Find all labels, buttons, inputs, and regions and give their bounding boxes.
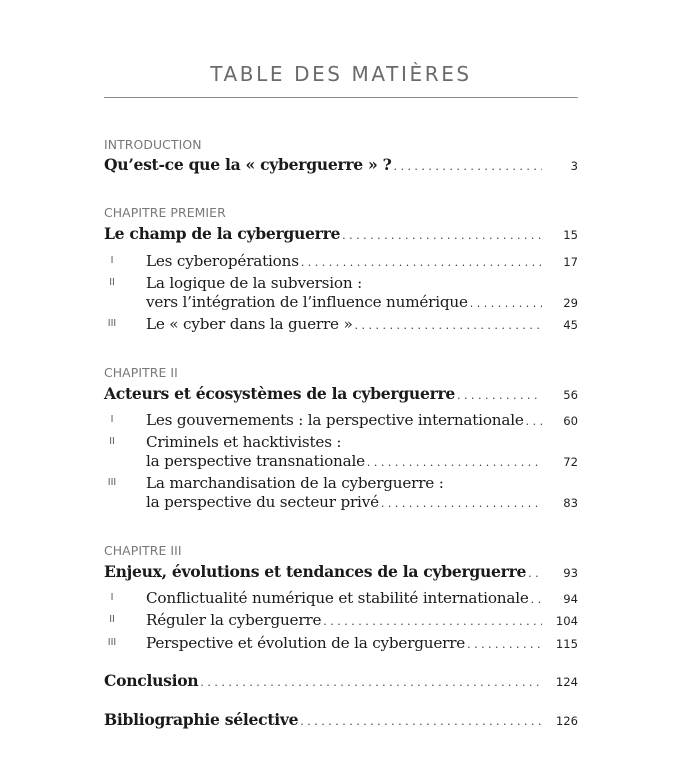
toc-subentry[interactable]: [146, 314, 578, 334]
toc-subentry[interactable]: [146, 588, 578, 608]
entry-title: Qu’est-ce que la « cyberguerre » ?: [104, 155, 392, 174]
page-number: 93: [563, 566, 578, 580]
page-number: 104: [555, 614, 578, 628]
leader-dots: [528, 564, 542, 584]
entry-title-line1: La logique de la subversion :: [146, 274, 362, 292]
entry-title: Acteurs et écosystèmes de la cyberguerre: [104, 384, 456, 403]
page-number: 94: [563, 592, 578, 606]
entry-title: Réguler la cyberguerre: [146, 611, 322, 629]
entry-title: la perspective du secteur privé: [146, 493, 379, 511]
title-rule: [104, 97, 578, 98]
chapter1-kicker: CHAPITRE PREMIER: [104, 205, 226, 220]
entry-title: Conclusion: [104, 671, 199, 690]
entry-title: Le « cyber dans la guerre »: [146, 315, 353, 333]
page-number: 60: [563, 414, 578, 428]
leader-dots: [393, 157, 542, 177]
page-number: 45: [563, 318, 578, 332]
toc-entry-chapter1[interactable]: [104, 224, 578, 244]
entry-title: Conflictualité numérique et stabilité internationale: [146, 589, 529, 607]
leader-dots: [467, 635, 542, 655]
entry-title-line1: Criminels et hacktivistes :: [146, 433, 342, 451]
entry-title: Perspective et évolution de la cyberguerre: [146, 634, 466, 652]
toc-entry-introduction[interactable]: [104, 155, 578, 175]
page-number: 56: [563, 388, 578, 402]
leader-dots: [526, 412, 542, 432]
leader-dots: [200, 673, 542, 693]
leader-dots: [323, 612, 542, 632]
leader-dots: [381, 494, 542, 514]
leader-dots: [531, 590, 542, 610]
leader-dots: [470, 294, 542, 314]
toc-subentry[interactable]: [146, 633, 578, 653]
toc-entry-chapter3[interactable]: [104, 562, 578, 582]
roman-numeral: II: [109, 436, 115, 447]
roman-numeral: I: [110, 255, 114, 266]
leader-dots: [301, 253, 542, 273]
leader-dots: [342, 226, 542, 246]
page-number: 72: [563, 455, 578, 469]
page-number: 15: [563, 228, 578, 242]
page-number: 115: [555, 637, 578, 651]
roman-numeral: III: [107, 318, 117, 329]
entry-title: Les gouvernements : la perspective internationale: [146, 411, 524, 429]
chapter2-kicker: CHAPITRE II: [104, 365, 178, 380]
toc-entry-chapter2[interactable]: [104, 384, 578, 404]
entry-title: Bibliographie sélective: [104, 710, 299, 729]
roman-numeral: III: [107, 637, 117, 648]
toc-subentry[interactable]: [146, 492, 578, 512]
leader-dots: [300, 712, 542, 732]
toc-subentry[interactable]: [146, 451, 578, 471]
chapter3-kicker: CHAPITRE III: [104, 543, 182, 558]
intro-kicker: INTRODUCTION: [104, 137, 202, 152]
roman-numeral: I: [110, 592, 114, 603]
page-title: TABLE DES MATIÈRES: [210, 62, 472, 86]
toc-subentry[interactable]: [146, 292, 578, 312]
roman-numeral: II: [109, 277, 115, 288]
page-number: 126: [555, 714, 578, 728]
entry-title: Enjeux, évolutions et tendances de la cyberguerre: [104, 562, 527, 581]
leader-dots: [367, 453, 542, 473]
entry-title: vers l’intégration de l’influence numérique: [146, 293, 468, 311]
page-number: 124: [555, 675, 578, 689]
toc-entry-bibliography[interactable]: [104, 710, 578, 730]
toc-subentry[interactable]: [146, 610, 578, 630]
roman-numeral: I: [110, 414, 114, 425]
roman-numeral: II: [109, 614, 115, 625]
toc-entry-conclusion[interactable]: [104, 671, 578, 691]
page-number: 83: [563, 496, 578, 510]
entry-title: la perspective transnationale: [146, 452, 365, 470]
entry-title-line1: La marchandisation de la cyberguerre :: [146, 474, 444, 492]
page-number: 29: [563, 296, 578, 310]
roman-numeral: III: [107, 477, 117, 488]
leader-dots: [457, 386, 542, 406]
page-number: 3: [570, 159, 578, 173]
entry-title: Le champ de la cyberguerre: [104, 224, 341, 243]
page-number: 17: [563, 255, 578, 269]
toc-subentry[interactable]: [146, 251, 578, 271]
toc-subentry[interactable]: [146, 410, 578, 430]
entry-title: Les cyberopérations: [146, 252, 299, 270]
leader-dots: [355, 316, 542, 336]
